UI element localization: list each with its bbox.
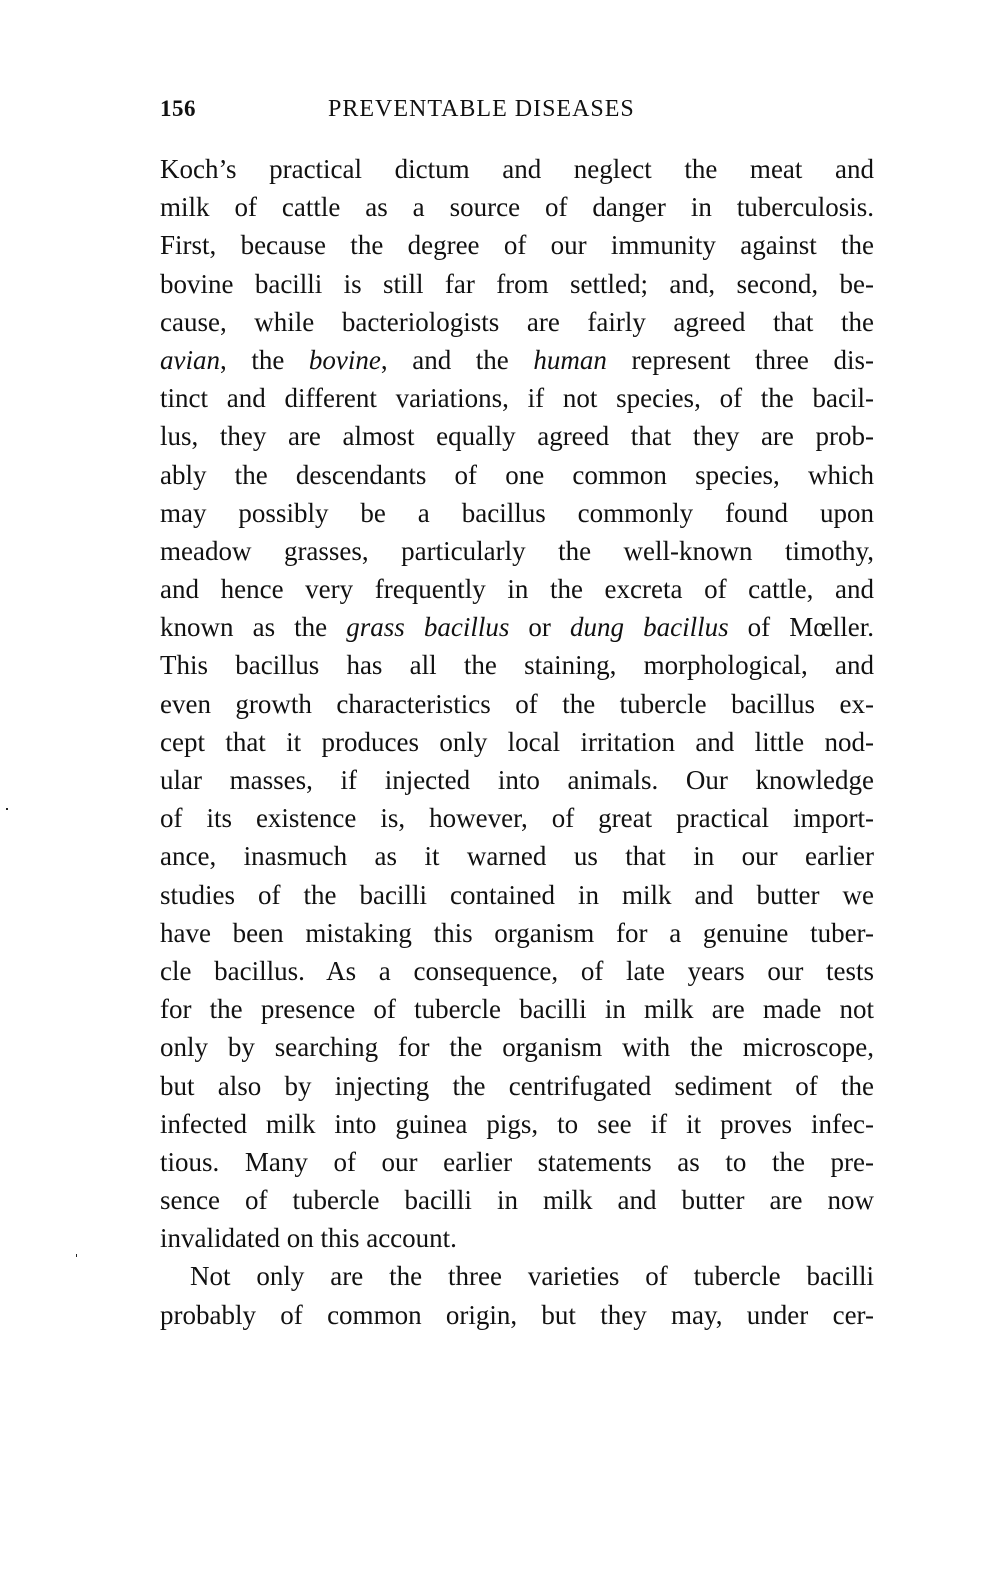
text-run: ably the descendants of one common species, which <box>160 459 874 490</box>
text-line <box>160 341 874 379</box>
text-run: cause, while bacteriologists are fairly agreed that the <box>160 306 874 337</box>
text-run: even growth characteristics of the tubercle bacillus ex- <box>160 688 874 719</box>
text-line <box>160 876 874 914</box>
text-line <box>160 1181 874 1219</box>
text-run: tinct and different variations, if not species, of the bacil- <box>160 383 874 414</box>
text-line <box>160 265 874 303</box>
text-run: Not only are the three varieties of tubercle bacilli <box>190 1261 874 1292</box>
text-run: , the <box>220 344 309 375</box>
text-line <box>160 1143 874 1181</box>
text-line <box>160 1219 874 1257</box>
text-run: tious. Many of our earlier statements as to the pre- <box>160 1146 874 1177</box>
paragraph <box>160 1257 874 1333</box>
text-run: cle bacillus. As a consequence, of late years our tests <box>160 955 874 986</box>
book-page <box>160 96 874 1334</box>
scan-speck <box>6 808 8 810</box>
text-line <box>160 1067 874 1105</box>
running-title: PREVENTABLE DISEASES <box>328 96 635 122</box>
text-run: ance, inasmuch as it warned us that in our earlier <box>160 841 874 872</box>
text-line <box>160 723 874 761</box>
text-line <box>160 608 874 646</box>
text-run: milk of cattle as a source of danger in tuberculosis. <box>160 192 874 223</box>
text-run: of Mœller. <box>728 612 874 643</box>
text-line <box>160 761 874 799</box>
text-run: First, because the degree of our immunity against the <box>160 230 874 261</box>
text-run: but also by injecting the centrifugated sediment of the <box>160 1070 874 1101</box>
text-run: probably of common origin, but they may, under cer- <box>160 1299 874 1330</box>
text-run: meadow grasses, particularly the well-known timothy, <box>160 535 874 566</box>
text-line <box>160 914 874 952</box>
text-run: This bacillus has all the staining, morphological, and <box>160 650 874 681</box>
text-line <box>160 150 874 188</box>
text-run: , and the <box>380 344 534 375</box>
text-line <box>160 1105 874 1143</box>
text-line <box>160 226 874 264</box>
text-run: ular masses, if injected into animals. Our knowledge <box>160 765 874 795</box>
text-line <box>160 494 874 532</box>
text-run: have been mistaking this organism for a genuine tuber- <box>160 917 874 948</box>
text-run: Koch’s practical dictum and neglect the meat and <box>160 154 874 184</box>
text-line <box>160 456 874 494</box>
text-run: only by searching for the organism with the microscope, <box>160 1032 874 1063</box>
text-line <box>160 1257 874 1295</box>
text-run: studies of the bacilli contained in milk and butter we <box>160 879 874 910</box>
text-run: represent three dis- <box>606 344 874 375</box>
running-head <box>160 96 874 136</box>
italic-term: grass bacillus <box>346 612 510 643</box>
paragraph <box>160 150 874 1257</box>
text-line <box>160 532 874 570</box>
italic-term: human <box>533 344 607 375</box>
text-line <box>160 952 874 990</box>
text-line <box>160 685 874 723</box>
text-run: or <box>509 612 570 643</box>
text-run: and hence very frequently in the excreta of cattle, and <box>160 574 874 605</box>
italic-term: bovine <box>308 344 381 375</box>
text-run: cept that it produces only local irritation and little nod- <box>160 726 874 757</box>
text-line <box>160 570 874 608</box>
text-run: known as the <box>160 612 347 643</box>
text-line <box>160 188 874 226</box>
scan-speck <box>76 1254 77 1257</box>
italic-term: dung bacillus <box>570 612 729 643</box>
page-number: 156 <box>160 96 196 121</box>
text-line <box>160 799 874 837</box>
text-run: invalidated on this account. <box>160 1223 457 1254</box>
text-line <box>160 1028 874 1066</box>
text-run: may possibly be a bacillus commonly found upon <box>160 497 874 528</box>
text-line <box>160 417 874 455</box>
text-line <box>160 1296 874 1334</box>
text-line <box>160 379 874 417</box>
text-run: for the presence of tubercle bacilli in milk are made not <box>160 994 874 1025</box>
text-run: infected milk into guinea pigs, to see if it proves infec- <box>160 1108 874 1139</box>
text-run: sence of tubercle bacilli in milk and butter are now <box>160 1185 874 1216</box>
text-line <box>160 646 874 684</box>
text-line <box>160 837 874 875</box>
text-run: lus, they are almost equally agreed that they are prob- <box>160 421 874 452</box>
text-run: bovine bacilli is still far from settled; and, second, be- <box>160 268 874 299</box>
body-text <box>160 150 874 1334</box>
text-run: of its existence is, however, of great practical import- <box>160 803 874 834</box>
text-line <box>160 990 874 1028</box>
text-line <box>160 303 874 341</box>
italic-term: avian <box>160 344 220 375</box>
